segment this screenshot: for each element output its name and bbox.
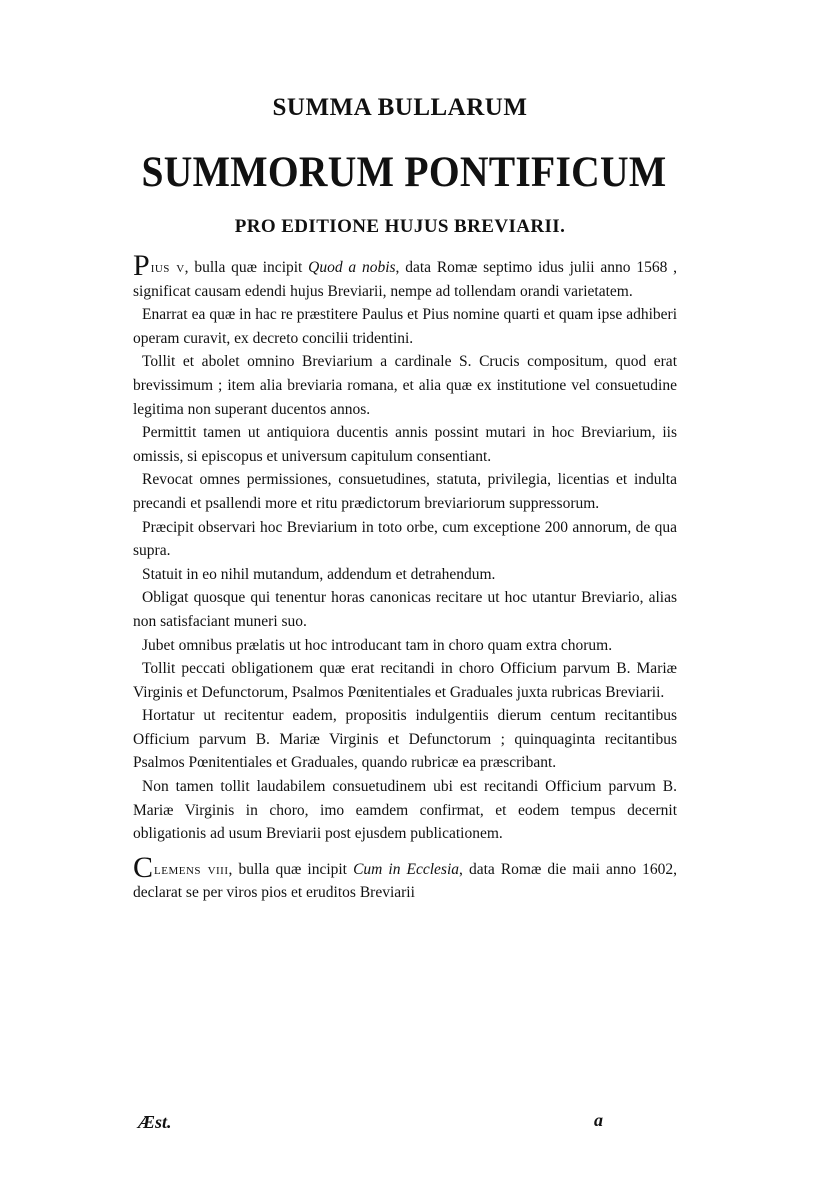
list-item: Jubet omnibus prælatis ut hoc introducant tam in choro quam extra chorum. xyxy=(142,636,613,654)
gathering-mark: a xyxy=(594,1110,603,1130)
pope-name-clemens: lemens viii xyxy=(154,860,229,878)
heading-summorum-pontificum: SUMMORUM PONTIFICUM xyxy=(141,149,667,196)
subheading-pro-editione: PRO EDITIONE HUJUS BREVIARII. xyxy=(234,216,566,237)
paragraph-gap xyxy=(133,846,677,858)
list-item: Non tamen tollit laudabilem consuetudinem ubi est recitandi Officium parvum B. Mariæ Virginis in choro, imo eamdem confirmat, et eodem tempus decernit obligationis ad usum Breviarii post ejusdem publicationem. xyxy=(133,778,677,843)
list-item: Præcipit observari hoc Breviarium in toto orbe, cum exceptione 200 annorum, de qua supra. xyxy=(133,518,677,560)
bull-title-cum-in-ecclesia: Cum in Ecclesia xyxy=(353,860,460,878)
document-body xyxy=(133,249,678,905)
list-item: Revocat omnes permissiones, consuetudines, statuta, privilegia, licentias et indulta precandi et psallendi more et ritu prædictorum breviariorum suppressorum. xyxy=(133,471,677,512)
list-item: Statuit in eo nihil mutandum, addendum et detrahendum. xyxy=(142,565,496,583)
lead2-text-a: , bulla quæ incipit xyxy=(228,860,354,878)
lead2-text-b: , data Romæ die maii anno 1602, declarat se per viros pios et eruditos Breviarii xyxy=(133,860,678,902)
bull-title-quod-a-nobis: Quod a nobis xyxy=(308,259,396,276)
list-item: Tollit peccati obligationem quæ erat recitandi in choro Officium parvum B. Mariæ Virginis et Defunctorum, Psalmos Pœnitentiales et Graduales juxta rubricas Breviarii. xyxy=(133,660,677,701)
lead-text-a: , bulla quæ incipit xyxy=(184,259,309,276)
pius-v-lead-paragraph xyxy=(133,249,677,303)
signature-mark: Æst. xyxy=(138,1112,172,1132)
list-item: Enarrat ea quæ in hac re præstitere Paulus et Pius nomine quarti et quam ipse adhiberi operam curavit, ex decreto concilii tridentini. xyxy=(133,306,677,347)
list-item: Permittit tamen ut antiquiora ducentis annis possint mutari in hoc Breviarium, iis omissis, si episcopus et universum capitulum consentiant. xyxy=(133,424,677,465)
list-item: Tollit et abolet omnino Breviarium a cardinale S. Crucis compositum, quod erat brevissimum ; item alia breviaria romana, et alia quæ ex institutione vel consuetudine legitima non superant ducentos annos. xyxy=(133,353,677,418)
lead-text-b: , data Romæ septimo idus julii anno 1568 , significat causam edendi hujus Breviarii, nempe ad tollendam orandi varietatem. xyxy=(133,259,677,300)
list-item: Hortatur ut recitentur eadem, propositis indulgentiis dierum centum recitantibus Officium parvum B. Mariæ Virginis et Defunctorum ; quinquaginta recitantibus Psalmos Pœnitentiales et Graduales, quando rubricæ ea præscribant. xyxy=(133,707,677,772)
dropcap-p: P xyxy=(133,249,150,282)
clemens-viii-lead-paragraph xyxy=(133,850,678,905)
heading-summa-bullarum: SUMMA BULLARUM xyxy=(272,94,528,121)
pope-name-pius: ius v xyxy=(150,259,185,276)
dropcap-c: C xyxy=(133,850,154,884)
list-item: Obligat quosque qui tenentur horas canonicas recitare ut hoc utantur Breviario, alias non satisfaciant muneri suo. xyxy=(133,589,677,630)
